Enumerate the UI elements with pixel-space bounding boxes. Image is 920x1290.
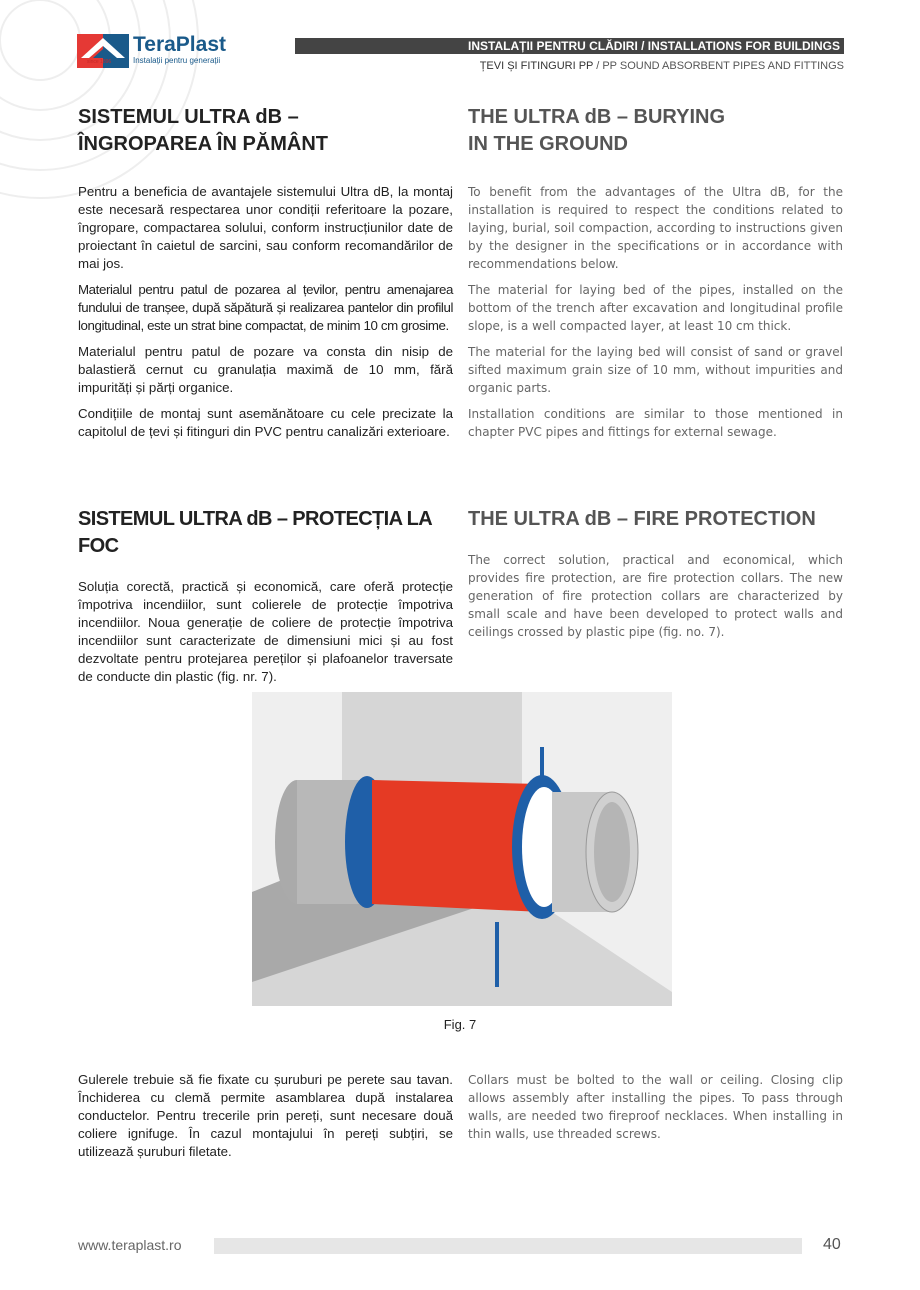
teraplast-logo xyxy=(77,34,226,68)
paragraph: The material for the laying bed will consist of sand or gravel sifted maximum grain size of 10 mm, without impurities and organic parts. xyxy=(468,345,843,395)
section1-title-en: THE ULTRA dB – BURYING IN THE GROUND xyxy=(468,106,726,155)
paragraph: Materialul pentru patul de pozarea al țevilor, pentru amenajarea fundului de tranșee, după săpătură și realizarea pantelor din profilul longitudinal, este un strat bine compactat, de minim 10 cm grosime. xyxy=(78,282,453,333)
separator: / xyxy=(593,60,603,72)
brand-tagline: Instalații pentru generații xyxy=(133,56,221,65)
figure-caption: Fig. 7 xyxy=(443,1017,477,1032)
paragraph: Collars must be bolted to the wall or ceiling. Closing clip allows assembly after installing the pipes. To pass through walls, are needed two fireproof necklaces. When installing in thin walls, use threaded screws. xyxy=(468,1073,843,1141)
paragraph: Soluția corectă, practică și economică, care oferă protecție împotriva incendiilor, sunt colierele de protecție împotriva incendiilor. Noua generație de coliere de protecție împotriva incendiilor sunt caracterizate de dimensiuni mici și au fost dezvoltate pentru protejarea pereților și plafoanelor traversate de conducte din plastic (fig. nr. 7). xyxy=(78,579,453,684)
paragraph: Condițiile de montaj sunt asemănătoare cu cele precizate la capitolul de țevi și fitinguri din PVC pentru canalizări exterioare. xyxy=(78,406,453,439)
subcategory-en: PP SOUND ABSORBENT PIPES AND FITTINGS xyxy=(602,60,844,72)
fire-collar-illustration xyxy=(252,692,672,1006)
subcategory xyxy=(295,60,844,72)
category-bar: INSTALAȚII PENTRU CLĂDIRI / INSTALLATIONS FOR BUILDINGS xyxy=(295,38,844,54)
page-number: 40 xyxy=(823,1236,841,1253)
paragraph: Pentru a beneficia de avantajele sistemului Ultra dB, la montaj este necesară respectarea unor condiții referitoare la pozare, îngropare, compactarea solului, conform instrucțiunilor date de proiectant în caietul de sarcini, sau conform recomandărilor de mai jos. xyxy=(78,184,453,271)
section2-ro xyxy=(78,506,453,694)
brand-name: TeraPlast xyxy=(133,33,226,56)
section2-en xyxy=(468,506,843,649)
section1-ro xyxy=(78,104,453,449)
paragraph: To benefit from the advantages of the Ultra dB, for the installation is required to respect the conditions related to laying, burial, soil compaction, according to instructions given by the designer in the specifications or in accordance with recommendations below. xyxy=(468,185,843,271)
paragraph: The correct solution, practical and economical, which provides fire protection, are fire protection collars. The new generation of fire protection collars are characterized by small scale and have been developed to protect walls and ceilings crossed by plastic pipe (fig. no. 7). xyxy=(468,553,843,639)
section1-title-ro: SISTEMUL ULTRA dB – ÎNGROPAREA ÎN PĂMÂNT xyxy=(78,106,328,155)
paragraph: Materialul pentru patul de pozare va consta din nisip de balastieră cernut cu granulația maximă de 10 mm, fără impurități și părți organice. xyxy=(78,344,453,395)
since-label: since 1896 xyxy=(87,59,112,65)
section1-en xyxy=(468,104,843,449)
paragraph: Gulerele trebuie să fie fixate cu șuruburi pe perete sau tavan. Închiderea cu clemă permite asamblarea după instalarea conductelor. Pentru trecerile prin pereți, sunt necesare două coliere ignifuge. În cazul montajului în pereți subțiri, se utilizează șuruburi filetate. xyxy=(78,1072,453,1159)
section3-en xyxy=(468,1071,843,1151)
paragraph: Installation conditions are similar to those mentioned in chapter PVC pipes and fittings for external sewage. xyxy=(468,407,843,439)
footer-url[interactable]: www.teraplast.ro xyxy=(78,1237,182,1253)
footer-bar xyxy=(214,1238,802,1254)
section2-title-ro: SISTEMUL ULTRA dB – PROTECȚIA LA FOC xyxy=(78,508,432,557)
subcategory-ro: ȚEVI ȘI FITINGURI PP xyxy=(479,60,594,72)
section3-ro xyxy=(78,1071,453,1169)
section2-title-en: THE ULTRA dB – FIRE PROTECTION xyxy=(468,508,816,530)
paragraph: The material for laying bed of the pipes, installed on the bottom of the trench after excavation and longitudinal profile slope, is a well compacted layer, at least 10 cm thick. xyxy=(468,283,843,333)
